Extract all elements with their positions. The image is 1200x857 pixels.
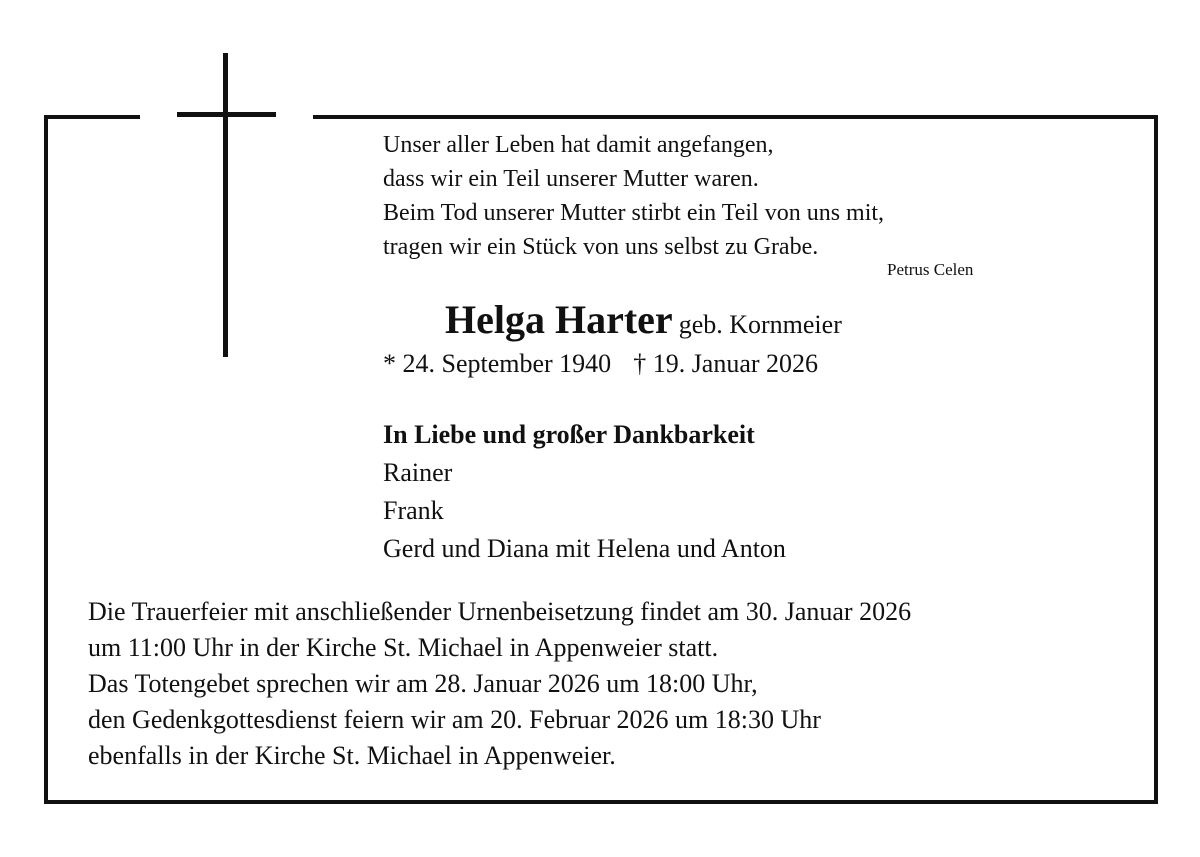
maiden-name: geb. Kornmeier — [678, 310, 842, 339]
details-line: ebenfalls in der Kirche St. Michael in Appenweier. — [88, 741, 616, 770]
details-line: den Gedenkgottesdienst feiern wir am 20. Februar 2026 um 18:30 Uhr — [88, 705, 821, 734]
frame-top-right-line — [313, 115, 1158, 119]
quote-line: Beim Tod unserer Mutter stirbt ein Teil von uns mit, — [383, 200, 885, 226]
family-member: Frank — [383, 496, 444, 525]
family-heading: In Liebe und großer Dankbarkeit — [383, 420, 755, 449]
frame-bottom-line — [44, 800, 1158, 804]
frame-left-line — [44, 115, 48, 804]
deceased-name: Helga Harter — [445, 297, 673, 342]
frame-top-left-line — [44, 115, 140, 119]
details-line: Die Trauerfeier mit anschließender Urnenbeisetzung findet am 30. Januar 2026 — [88, 597, 912, 626]
deceased-name-line — [445, 296, 842, 343]
details-line: Das Totengebet sprechen wir am 28. Januar 2026 um 18:00 Uhr, — [88, 669, 758, 698]
family-member: Rainer — [383, 458, 453, 487]
cross-vertical-bar — [223, 53, 228, 357]
birth-date: * 24. September 1940 — [383, 349, 612, 378]
quote-line: tragen wir ein Stück von uns selbst zu Grabe. — [383, 234, 819, 260]
quote-line: dass wir ein Teil unserer Mutter waren. — [383, 166, 759, 192]
ceremony-details — [88, 594, 911, 774]
death-date: † 19. Januar 2026 — [633, 349, 819, 378]
details-line: um 11:00 Uhr in der Kirche St. Michael in Appenweier statt. — [88, 633, 719, 662]
family-member: Gerd und Diana mit Helena und Anton — [383, 534, 786, 563]
quote-author: Petrus Celen — [887, 260, 974, 279]
frame-right-line — [1154, 115, 1158, 804]
quote — [383, 128, 884, 264]
life-dates — [383, 349, 818, 379]
cross-horizontal-bar — [177, 112, 276, 117]
family-section — [383, 416, 786, 568]
quote-line: Unser aller Leben hat damit angefangen, — [383, 132, 774, 158]
